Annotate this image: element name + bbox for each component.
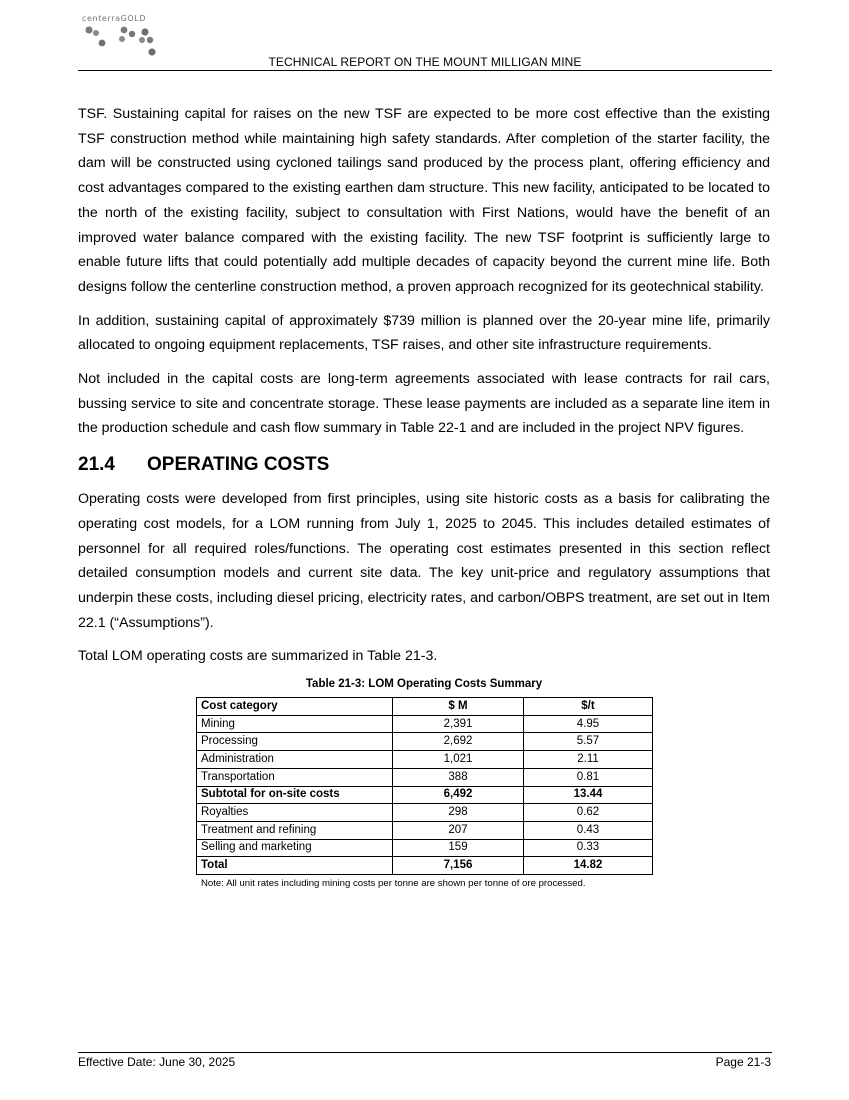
section-heading xyxy=(78,453,770,477)
table-row xyxy=(197,768,653,786)
table-cell: 0.62 xyxy=(524,804,653,822)
table-cell: Treatment and refining xyxy=(197,821,393,839)
table-cell: 388 xyxy=(393,768,524,786)
table-cell: 14.82 xyxy=(524,857,653,875)
table-cell: Royalties xyxy=(197,804,393,822)
table-row xyxy=(197,821,653,839)
table-cell: 2,391 xyxy=(393,715,524,733)
table-cell: 0.81 xyxy=(524,768,653,786)
body-paragraph: Not included in the capital costs are long-term agreements associated with lease contracts for rail cars, bussing service to site and concentrate storage. These lease payments are included as a separate line item in the production schedule and cash flow summary in Table 22-1 and are included in the project NPV figures. xyxy=(78,371,770,437)
table-cell: Selling and marketing xyxy=(197,839,393,857)
table-cell: 6,492 xyxy=(393,786,524,804)
footer-page-number: Page 21-3 xyxy=(715,1055,771,1069)
body-paragraph: In addition, sustaining capital of approximately $739 million is planned over the 20-year mine life, primarily allocated to ongoing equipment replacements, TSF raises, and other site infrastructure requirements. xyxy=(78,312,770,354)
page-content xyxy=(78,102,770,889)
table-header-row xyxy=(197,698,653,716)
table-note: Note: All unit rates including mining costs per tonne are shown per tonne of ore processed. xyxy=(201,877,586,889)
section-title: OPERATING COSTS xyxy=(147,454,330,476)
table-cell: 298 xyxy=(393,804,524,822)
table-row xyxy=(197,839,653,857)
table-cell: Subtotal for on-site costs xyxy=(197,786,393,804)
section-number: 21.4 xyxy=(78,454,115,476)
table-cell: 2.11 xyxy=(524,751,653,769)
table-cell: 159 xyxy=(393,839,524,857)
body-paragraph: TSF. Sustaining capital for raises on the new TSF are expected to be more cost effective than the existing TSF construction method while maintaining high safety standards. After completion of the starter facility, the dam will be constructed using cycloned tailings sand produced by the process plant, offering efficiency and cost advantages compared to the existing earthen dam structure. This new facility, anticipated to be located to the north of the existing facility, subject to consultation with First Nations, would have the benefit of an improved water balance compared with the existing facility. The new TSF footprint is sufficiently large to enable future lifts that could potentially add multiple decades of capacity beyond the current mine life. Both designs follow the centerline construction method, a proven approach recognized for its geotechnical stability. xyxy=(78,106,770,295)
table-cell: 5.57 xyxy=(524,733,653,751)
table-subtotal-row xyxy=(197,786,653,804)
table-cell: 13.44 xyxy=(524,786,653,804)
table-row xyxy=(197,751,653,769)
table-cell: Administration xyxy=(197,751,393,769)
company-logo xyxy=(82,14,172,60)
table-cell: 2,692 xyxy=(393,733,524,751)
table-cell: 0.33 xyxy=(524,839,653,857)
table-cell: Total xyxy=(197,857,393,875)
column-header: $ M xyxy=(393,698,524,716)
table-cell: 4.95 xyxy=(524,715,653,733)
column-header: $/t xyxy=(524,698,653,716)
report-header-title: TECHNICAL REPORT ON THE MOUNT MILLIGAN MINE xyxy=(268,55,582,69)
table-caption: Table 21-3: LOM Operating Costs Summary xyxy=(305,678,543,691)
footer-effective-date: Effective Date: June 30, 2025 xyxy=(78,1055,236,1069)
table-cell: Processing xyxy=(197,733,393,751)
table-row xyxy=(197,733,653,751)
body-paragraph: Total LOM operating costs are summarized in Table 21-3. xyxy=(78,648,438,665)
table-cell: 7,156 xyxy=(393,857,524,875)
table-cell: Mining xyxy=(197,715,393,733)
column-header: Cost category xyxy=(197,698,393,716)
table-row xyxy=(197,715,653,733)
operating-costs-table xyxy=(196,697,653,875)
table-cell: 1,021 xyxy=(393,751,524,769)
body-paragraph: Operating costs were developed from first principles, using site historic costs as a basis for calibrating the operating cost models, for a LOM running from July 1, 2025 to 2045. This includes detailed estimates of personnel for all required roles/functions. The operating cost estimates presented in this section reflect detailed consumption models and current site data. The key unit-price and regulatory assumptions that underpin these costs, including diesel pricing, electricity rates, and carbon/OBPS treatment, are set out in Item 22.1 (“Assumptions”). xyxy=(78,491,770,631)
table-cell: 207 xyxy=(393,821,524,839)
footer-divider xyxy=(78,1052,772,1053)
table-total-row xyxy=(197,857,653,875)
table-cell: 0.43 xyxy=(524,821,653,839)
logo-wordmark: centerraGOLD xyxy=(82,14,147,23)
table-cell: Transportation xyxy=(197,768,393,786)
header-divider xyxy=(78,70,772,71)
table-row xyxy=(197,804,653,822)
